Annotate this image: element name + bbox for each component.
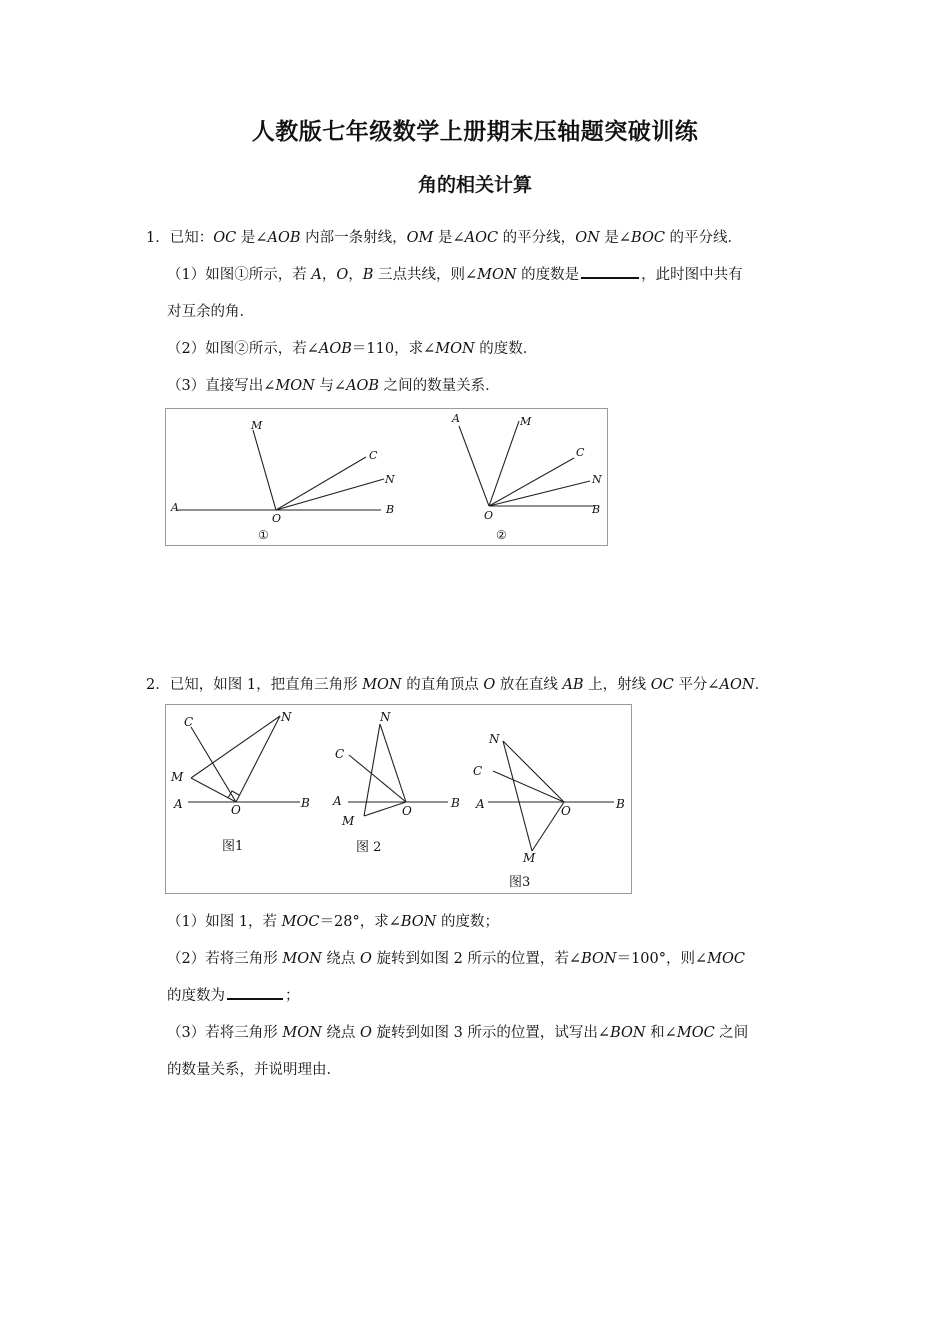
question-2-part-1: （1）如图 1，若 MOC＝28°，求∠BON 的度数；: [167, 914, 499, 930]
label-C: C: [335, 747, 345, 761]
label-A: A: [452, 412, 460, 425]
figure-1: [178, 430, 384, 510]
question-2-part-2: （2）若将三角形 MON 绕点 O 旋转到如图 2 所示的位置，若∠BON＝100°，则∠MOC: [167, 951, 745, 967]
label-A: A: [476, 797, 485, 811]
caption-figure-1: ①: [258, 528, 269, 542]
label-N: N: [380, 710, 391, 724]
question-2-figure: [165, 704, 632, 894]
caption-figure-2-1: 图1: [222, 839, 244, 854]
question-2-part-3-cont: 的数量关系，并说明理由．: [167, 1062, 341, 1078]
question-1-part-2: （2）如图②所示，若∠AOB＝110，求∠MON 的度数．: [167, 341, 538, 357]
figure-2-3: [488, 741, 614, 851]
label-N: N: [385, 473, 395, 486]
label-C: C: [473, 764, 483, 778]
question-1-part-1-cont: 对互余的角．: [167, 304, 254, 320]
caption-figure-2-2: 图 2: [356, 840, 382, 855]
question-2-stem: 2．已知，如图 1，把直角三角形 MON 的直角顶点 O 放在直线 AB 上，射线 OC 平分∠AON．: [146, 677, 770, 693]
label-O: O: [231, 803, 241, 817]
label-M: M: [520, 415, 532, 428]
label-M: M: [523, 851, 536, 865]
label-O: O: [484, 509, 494, 522]
question-1-part-3: （3）直接写出∠MON 与∠AOB 之间的数量关系．: [167, 378, 500, 394]
label-C: C: [184, 715, 194, 729]
label-B: B: [301, 796, 310, 810]
page-title: 人教版七年级数学上册期末压轴题突破训练: [251, 119, 699, 145]
label-B: B: [386, 503, 395, 516]
figure-2-2: [348, 724, 448, 816]
question-1-part-1: （1）如图①所示，若 A，O，B 三点共线，则∠MON 的度数是 ，此时图中共有: [167, 263, 743, 284]
label-A: A: [171, 501, 179, 514]
caption-figure-2: ②: [496, 528, 507, 542]
answer-blank[interactable]: [581, 263, 639, 279]
figure-2: [459, 421, 594, 506]
label-O: O: [272, 512, 282, 525]
label-C: C: [576, 446, 585, 459]
label-B: B: [592, 503, 601, 516]
question-1-figure: [165, 408, 608, 546]
page-subtitle: 角的相关计算: [417, 174, 532, 196]
question-1-stem: 1．已知：OC 是∠AOB 内部一条射线，OM 是∠AOC 的平分线，ON 是∠BOC 的平分线．: [146, 230, 743, 246]
caption-figure-2-3: 图3: [509, 875, 531, 890]
label-N: N: [592, 473, 602, 486]
question-2-part-3: （3）若将三角形 MON 绕点 O 旋转到如图 3 所示的位置，试写出∠BON 和∠MOC 之间: [167, 1025, 749, 1041]
figure-2-1: [188, 716, 300, 802]
label-M: M: [342, 814, 355, 828]
label-A: A: [174, 797, 183, 811]
label-C: C: [369, 449, 378, 462]
label-N: N: [281, 710, 292, 724]
label-O: O: [561, 804, 571, 818]
question-2-part-2-cont: 的度数为 ；: [167, 984, 300, 1005]
label-O: O: [402, 804, 412, 818]
answer-blank[interactable]: [227, 984, 283, 1000]
label-N: N: [489, 732, 500, 746]
label-M: M: [251, 419, 263, 432]
label-A: A: [333, 794, 342, 808]
label-M: M: [171, 770, 184, 784]
label-B: B: [451, 796, 460, 810]
label-B: B: [616, 797, 625, 811]
